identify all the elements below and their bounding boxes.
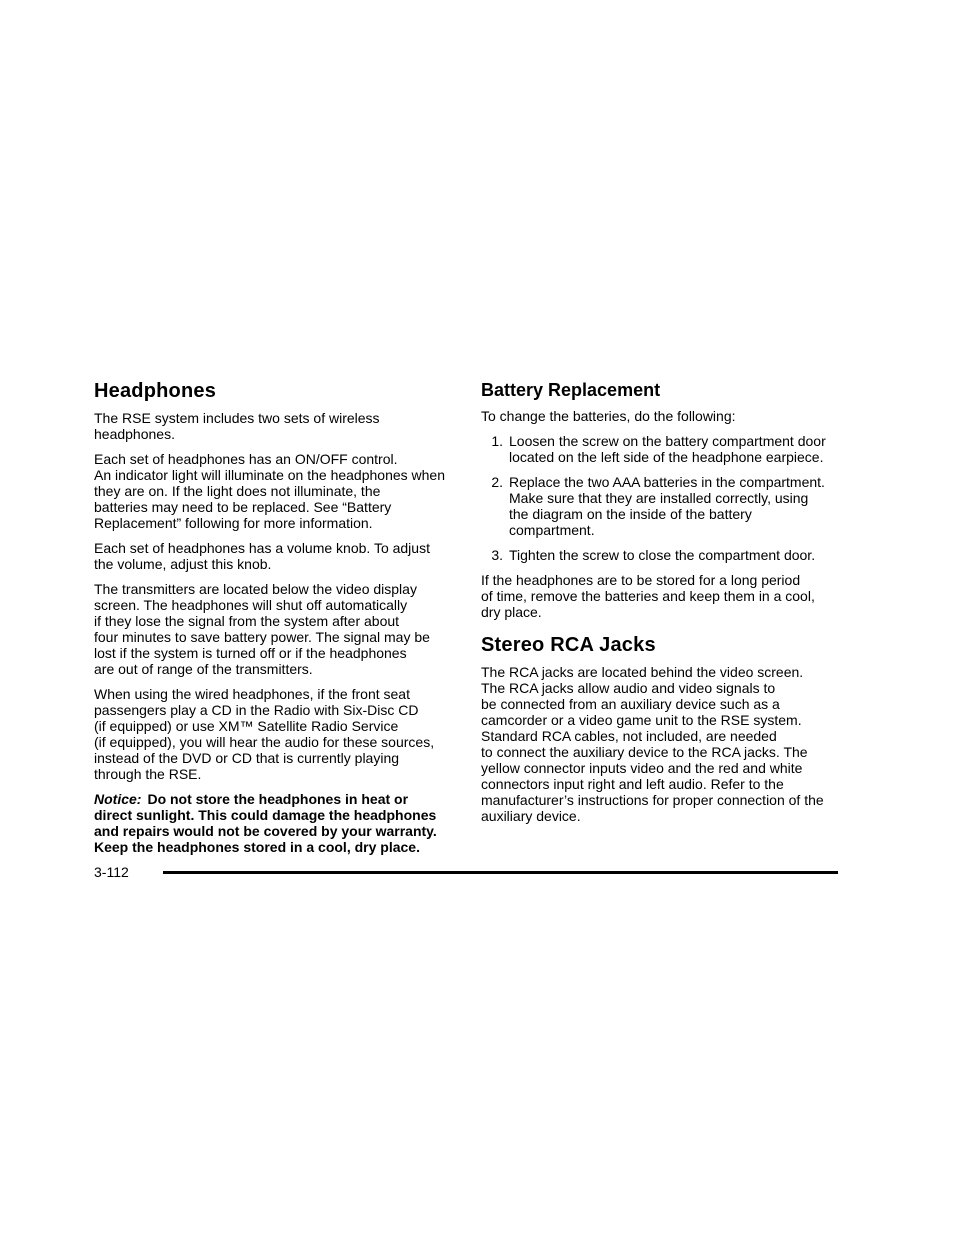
list-item: [481, 433, 851, 465]
step-text: Replace the two AAA batteries in the compartment. Make sure that they are installed correctly, using the diagram on the inside of the battery compartment.: [509, 474, 825, 538]
notice-text: Do not store the headphones in heat or direct sunlight. This could damage the headphones and repairs would not be covered by your warranty. Keep the headphones stored in a cool, dry place.: [94, 791, 437, 855]
list-item: [481, 547, 851, 563]
notice-block: [94, 791, 464, 855]
rca-paragraph: The RCA jacks are located behind the video screen. The RCA jacks allow audio and video signals to be connected from an auxiliary device such as a camcorder or a video game unit to the RSE system. Standard RCA cables, not included, are needed to connect the auxiliary device to the RCA jacks. The yellow connector inputs video and the red and white connectors input right and left audio. Refer to the manufacturer’s instructions for proper connection of the auxiliary device.: [481, 664, 824, 824]
list-item: [481, 474, 851, 538]
step-number: 3.: [491, 547, 503, 563]
headphones-paragraph-1: The RSE system includes two sets of wireless headphones.: [94, 410, 380, 442]
battery-replacement-heading: Battery Replacement: [481, 380, 661, 400]
battery-steps-list: [481, 433, 851, 563]
page-number: 3-112: [94, 864, 129, 880]
left-column: [94, 380, 464, 864]
battery-intro: To change the batteries, do the following:: [481, 408, 736, 424]
headphones-paragraph-2: Each set of headphones has an ON/OFF control. An indicator light will illuminate on the headphones when they are on. If the light does not illuminate, the batteries may need to be replaced. See “Battery Replacement” following for more information.: [94, 451, 445, 531]
headphones-heading: Headphones: [94, 380, 217, 402]
headphones-paragraph-4: The transmitters are located below the video display screen. The headphones will shut off automatically if they lose the signal from the system after about four minutes to save battery power. The signal may be lost if the system is turned off or if the headphones are out of range of the transmitters.: [94, 581, 430, 677]
stereo-rca-jacks-heading: Stereo RCA Jacks: [481, 634, 656, 656]
footer-divider: [163, 871, 838, 874]
step-number: 2.: [491, 474, 503, 490]
battery-storage-text: If the headphones are to be stored for a long period of time, remove the batteries and keep them in a cool, dry place.: [481, 572, 815, 620]
notice-label: Notice:: [94, 791, 142, 807]
step-text: Loosen the screw on the battery compartment door located on the left side of the headphone earpiece.: [509, 433, 826, 465]
step-number: 1.: [491, 433, 503, 449]
step-text: Tighten the screw to close the compartment door.: [509, 547, 816, 563]
right-column: [481, 380, 851, 833]
headphones-paragraph-3: Each set of headphones has a volume knob. To adjust the volume, adjust this knob.: [94, 540, 430, 572]
headphones-paragraph-5: When using the wired headphones, if the front seat passengers play a CD in the Radio with Six-Disc CD (if equipped) or use XM™ Satellite Radio Service (if equipped), you will hear the audio for these sources, instead of the DVD or CD that is currently playing through the RSE.: [94, 686, 435, 782]
